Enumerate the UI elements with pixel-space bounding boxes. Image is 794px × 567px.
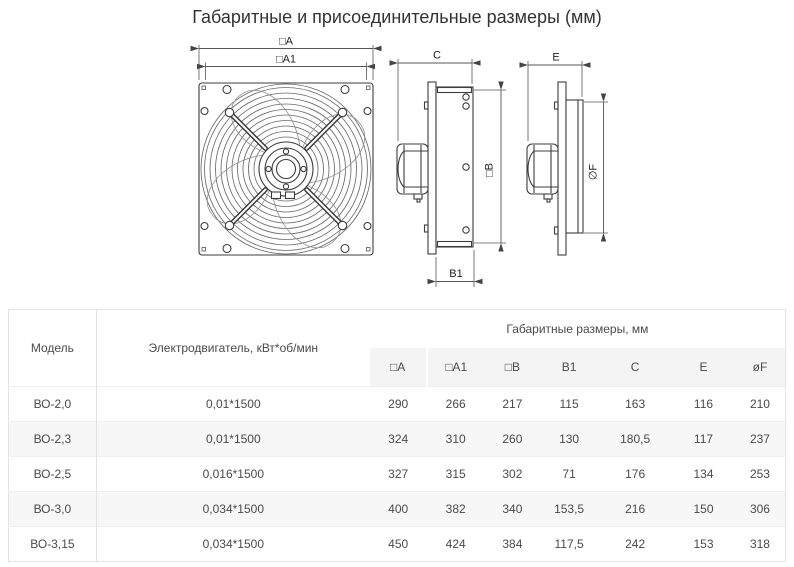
dim-label-b: □B (483, 163, 496, 177)
cell-dim-b1: 71 (562, 467, 576, 481)
header-dim-b1: B1 (540, 348, 598, 387)
dimension-b1 (436, 250, 474, 287)
cell-model: ВО-2,0 (9, 387, 97, 422)
cell-dim-c: 216 (625, 502, 646, 516)
profile-flange-plate (558, 82, 566, 255)
cell-dim-f: 253 (749, 467, 770, 481)
cell-motor: 0,016*1500 (202, 467, 264, 481)
cell-dim-b: 340 (502, 502, 523, 516)
cell-dim-e: 150 (693, 502, 714, 516)
dimension-f (584, 102, 608, 233)
dimensions-table (8, 309, 786, 562)
profile-impeller (566, 100, 583, 233)
side-flange-plate (428, 82, 436, 254)
header-dimensions-group: Габаритные размеры, мм (506, 322, 649, 336)
cell-dim-a1: 266 (445, 397, 466, 411)
table-row (9, 527, 786, 562)
fan-front-view (199, 36, 373, 256)
cell-dim-b1: 130 (559, 432, 580, 446)
cell-motor: 0,01*1500 (205, 432, 261, 446)
cell-dim-f: 210 (749, 397, 770, 411)
cell-dim-a1: 315 (445, 467, 466, 481)
cell-model: ВО-3,15 (9, 527, 97, 562)
motor-side-view (397, 144, 428, 202)
dim-label-a1: □A1 (275, 53, 297, 66)
cell-dim-e: 153 (693, 537, 714, 551)
cell-model: ВО-2,5 (9, 457, 97, 492)
cell-dim-a1: 382 (445, 502, 466, 516)
dim-label-e: E (552, 51, 560, 64)
fan-dimensions-drawing (0, 28, 794, 300)
cell-dim-c: 176 (625, 467, 646, 481)
header-dim-e: E (672, 348, 735, 387)
header-dim-a1: □A1 (427, 348, 485, 387)
cell-dim-a: 327 (388, 467, 409, 481)
fan-profile-view (527, 52, 608, 256)
cell-motor: 0,034*1500 (202, 502, 264, 516)
header-dim-c: C (598, 348, 672, 387)
cell-dim-f: 306 (749, 502, 770, 516)
cell-dim-b1: 115 (559, 397, 579, 411)
cell-dim-b: 217 (502, 397, 523, 411)
dimension-a1 (206, 54, 367, 81)
dim-label-b1: B1 (449, 268, 463, 280)
cell-dim-a1: 424 (445, 537, 466, 551)
cell-dim-a: 450 (388, 537, 409, 551)
cell-motor: 0,01*1500 (205, 397, 261, 411)
cell-dim-b1: 153,5 (554, 502, 585, 516)
dim-label-f: ∅F (587, 163, 600, 181)
side-casing (436, 87, 473, 247)
dim-label-c: C (433, 49, 441, 62)
cell-dim-a: 400 (388, 502, 409, 516)
fan-side-view (397, 50, 506, 288)
cell-dim-e: 134 (693, 467, 714, 481)
header-dim-a: □A (370, 348, 427, 387)
motor-profile-view (527, 144, 558, 202)
dimension-b (474, 90, 506, 243)
cell-dim-a: 324 (388, 432, 409, 446)
header-model: Модель (9, 310, 97, 387)
header-dim-f: øF (735, 348, 786, 387)
table-row (9, 387, 786, 422)
header-dim-b: □B (485, 348, 540, 387)
cell-dim-a: 290 (388, 397, 409, 411)
cell-dim-f: 318 (749, 537, 770, 551)
header-motor: Электродвигатель, кВт*об/мин (148, 341, 319, 355)
cell-motor: 0,034*1500 (202, 537, 264, 551)
cell-dim-c: 180,5 (620, 432, 651, 446)
cell-model: ВО-3,0 (9, 492, 97, 527)
cell-dim-e: 116 (693, 397, 714, 411)
cell-dim-b: 260 (502, 432, 523, 446)
cell-dim-b1: 117,5 (554, 537, 584, 551)
dim-label-a: □A (279, 35, 293, 48)
cell-model: ВО-2,3 (9, 422, 97, 457)
cell-dim-c: 242 (625, 537, 646, 551)
table-row (9, 422, 786, 457)
cell-dim-b: 384 (502, 537, 523, 551)
table-row (9, 457, 786, 492)
cell-dim-c: 163 (625, 397, 646, 411)
cell-dim-b: 302 (502, 467, 523, 481)
table-row (9, 492, 786, 527)
page-title: Габаритные и присоединительные размеры (мм) (192, 7, 602, 27)
cell-dim-e: 117 (693, 432, 714, 446)
cell-dim-a1: 310 (445, 432, 466, 446)
cell-dim-f: 237 (749, 432, 770, 446)
